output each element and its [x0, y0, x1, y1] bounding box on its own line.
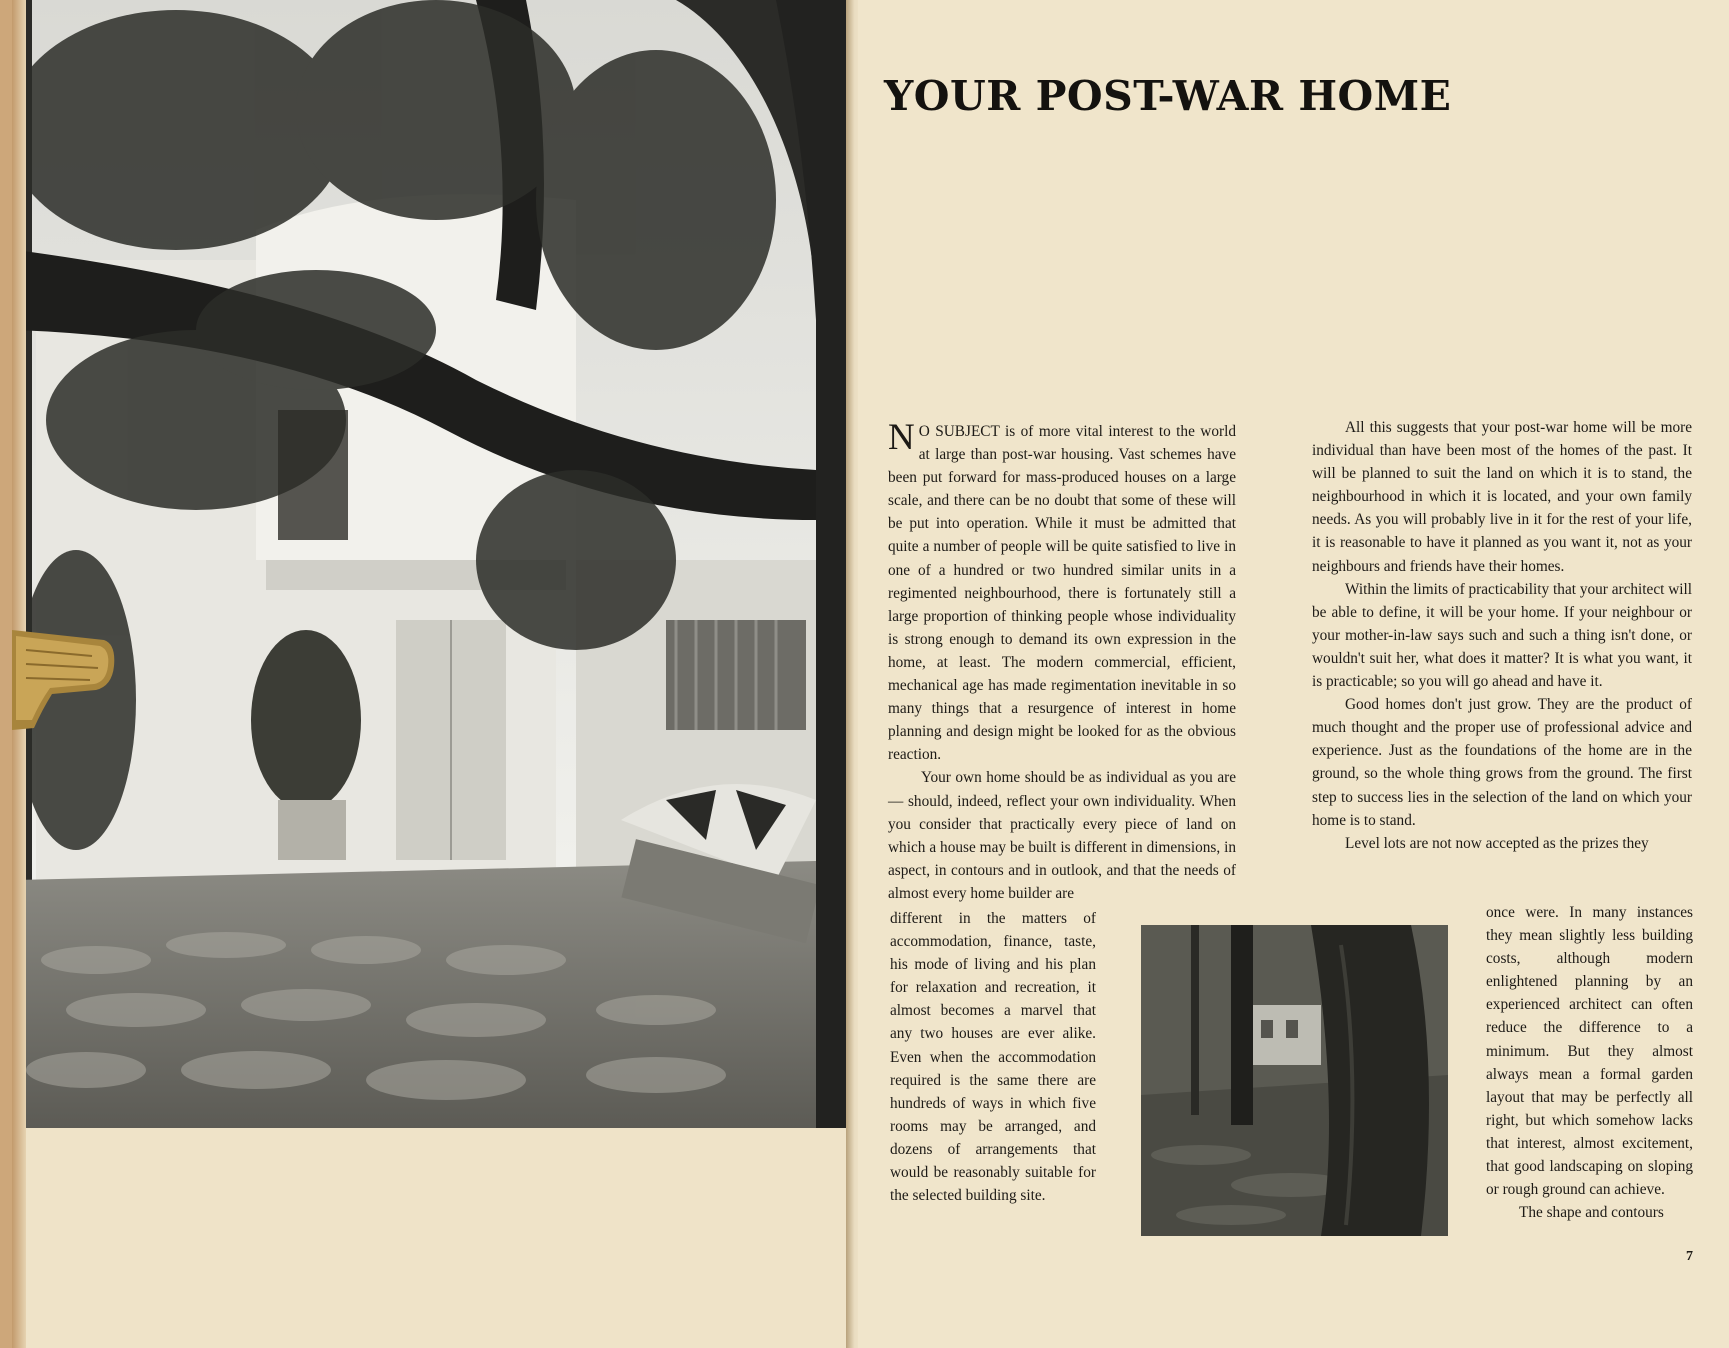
- right-page: [858, 0, 1729, 1348]
- paragraph: All this suggests that your post-war home will be more individual than have been most of the homes of the past. It will be planned to suit the land on which it is to stand, the neighbourhood in which it is located, and your own family needs. As you will probably live in it for the rest of your life, it is reasonable to have it planned as you want it, not as your neighbours and friends have their homes.: [1312, 419, 1692, 575]
- paragraph-text: O SUBJECT is of more vital interest to the world at large than post-war housing. Vast schemes have been put forward for mass-produced houses on a large scale, and there can be no doubt that some of these will be put into operation. While it must be admitted that quite a number of people will be quite satisfied to live in one of a hundred or two hundred similar units in a regimented neighbourhood, there is fortunately still a large proportion of thinking people whose individuality is strong enough to demand its own expression in the home, at least. The modern commercial, efficient, mechanical age has made regimentation inevitable in so many things that a resurgence of interest in home planning and design might be looked for as the obvious reaction.: [888, 423, 1236, 764]
- paragraph: [888, 417, 1236, 766]
- paragraph: Good homes don't just grow. They are the product of much thought and the proper use of professional advice and experience. Just as the foundations of the home are in the ground, so the whole thing grows from the ground. The first step to success lies in the selection of the land on which your home is to stand.: [1312, 696, 1692, 829]
- paragraph: The shape and contours: [1519, 1204, 1664, 1222]
- left-page: [12, 0, 850, 1348]
- paragraph: once were. In many instances they mean slightly less building costs, although modern enlightened planning by an experienced architect can often reduce the difference to a minimum. But they almost always mean a formal garden layout that may be perfectly all right, but which somehow lacks that interest, almost excitement, that good landscaping on sloping or rough ground can achieve.: [1486, 904, 1693, 1199]
- drop-cap: N: [888, 417, 915, 458]
- paragraph: different in the matters of accommodation, finance, taste, his mode of living and his plan for relaxation and recreation, it almost becomes a marvel that any two houses are ever alike. Even when the accommodation required is the same there are hundreds of ways in which five rooms may be arranged, and dozens of arrangements that would be reasonably suitable for the selected building site.: [890, 910, 1096, 1205]
- garden-tree-photo-illustration: [1141, 925, 1448, 1236]
- courtyard-photo: [16, 0, 858, 1128]
- paragraph: Level lots are not now accepted as the prizes they: [1345, 834, 1649, 852]
- text-column-right-narrow: [1486, 901, 1693, 1224]
- page-number: 7: [1686, 1249, 1693, 1264]
- text-column-left: [888, 417, 1236, 905]
- courtyard-photo-illustration: [16, 0, 858, 1128]
- text-column-left-narrow: [890, 907, 1096, 1207]
- paragraph: Within the limits of practicability that your architect will be able to define, it will be your home. If your neighbour or your mother-in-law says such and such a thing isn't done, or wouldn't suit her, what does it matter? It is what you want, it is practicable; so you will go ahead and have it.: [1312, 580, 1692, 691]
- garden-tree-photo: [1141, 925, 1448, 1236]
- article-title: YOUR POST-WAR HOME: [884, 72, 1452, 120]
- text-column-right: [1312, 416, 1692, 855]
- brass-page-clip-icon: [12, 620, 120, 730]
- paragraph: Your own home should be as individual as you are — should, indeed, reflect your own individuality. When you consider that practically every piece of land on which a house may be built is different in dimensions, in aspect, in contours and in outlook, and that the needs of almost every home builder are: [888, 769, 1236, 902]
